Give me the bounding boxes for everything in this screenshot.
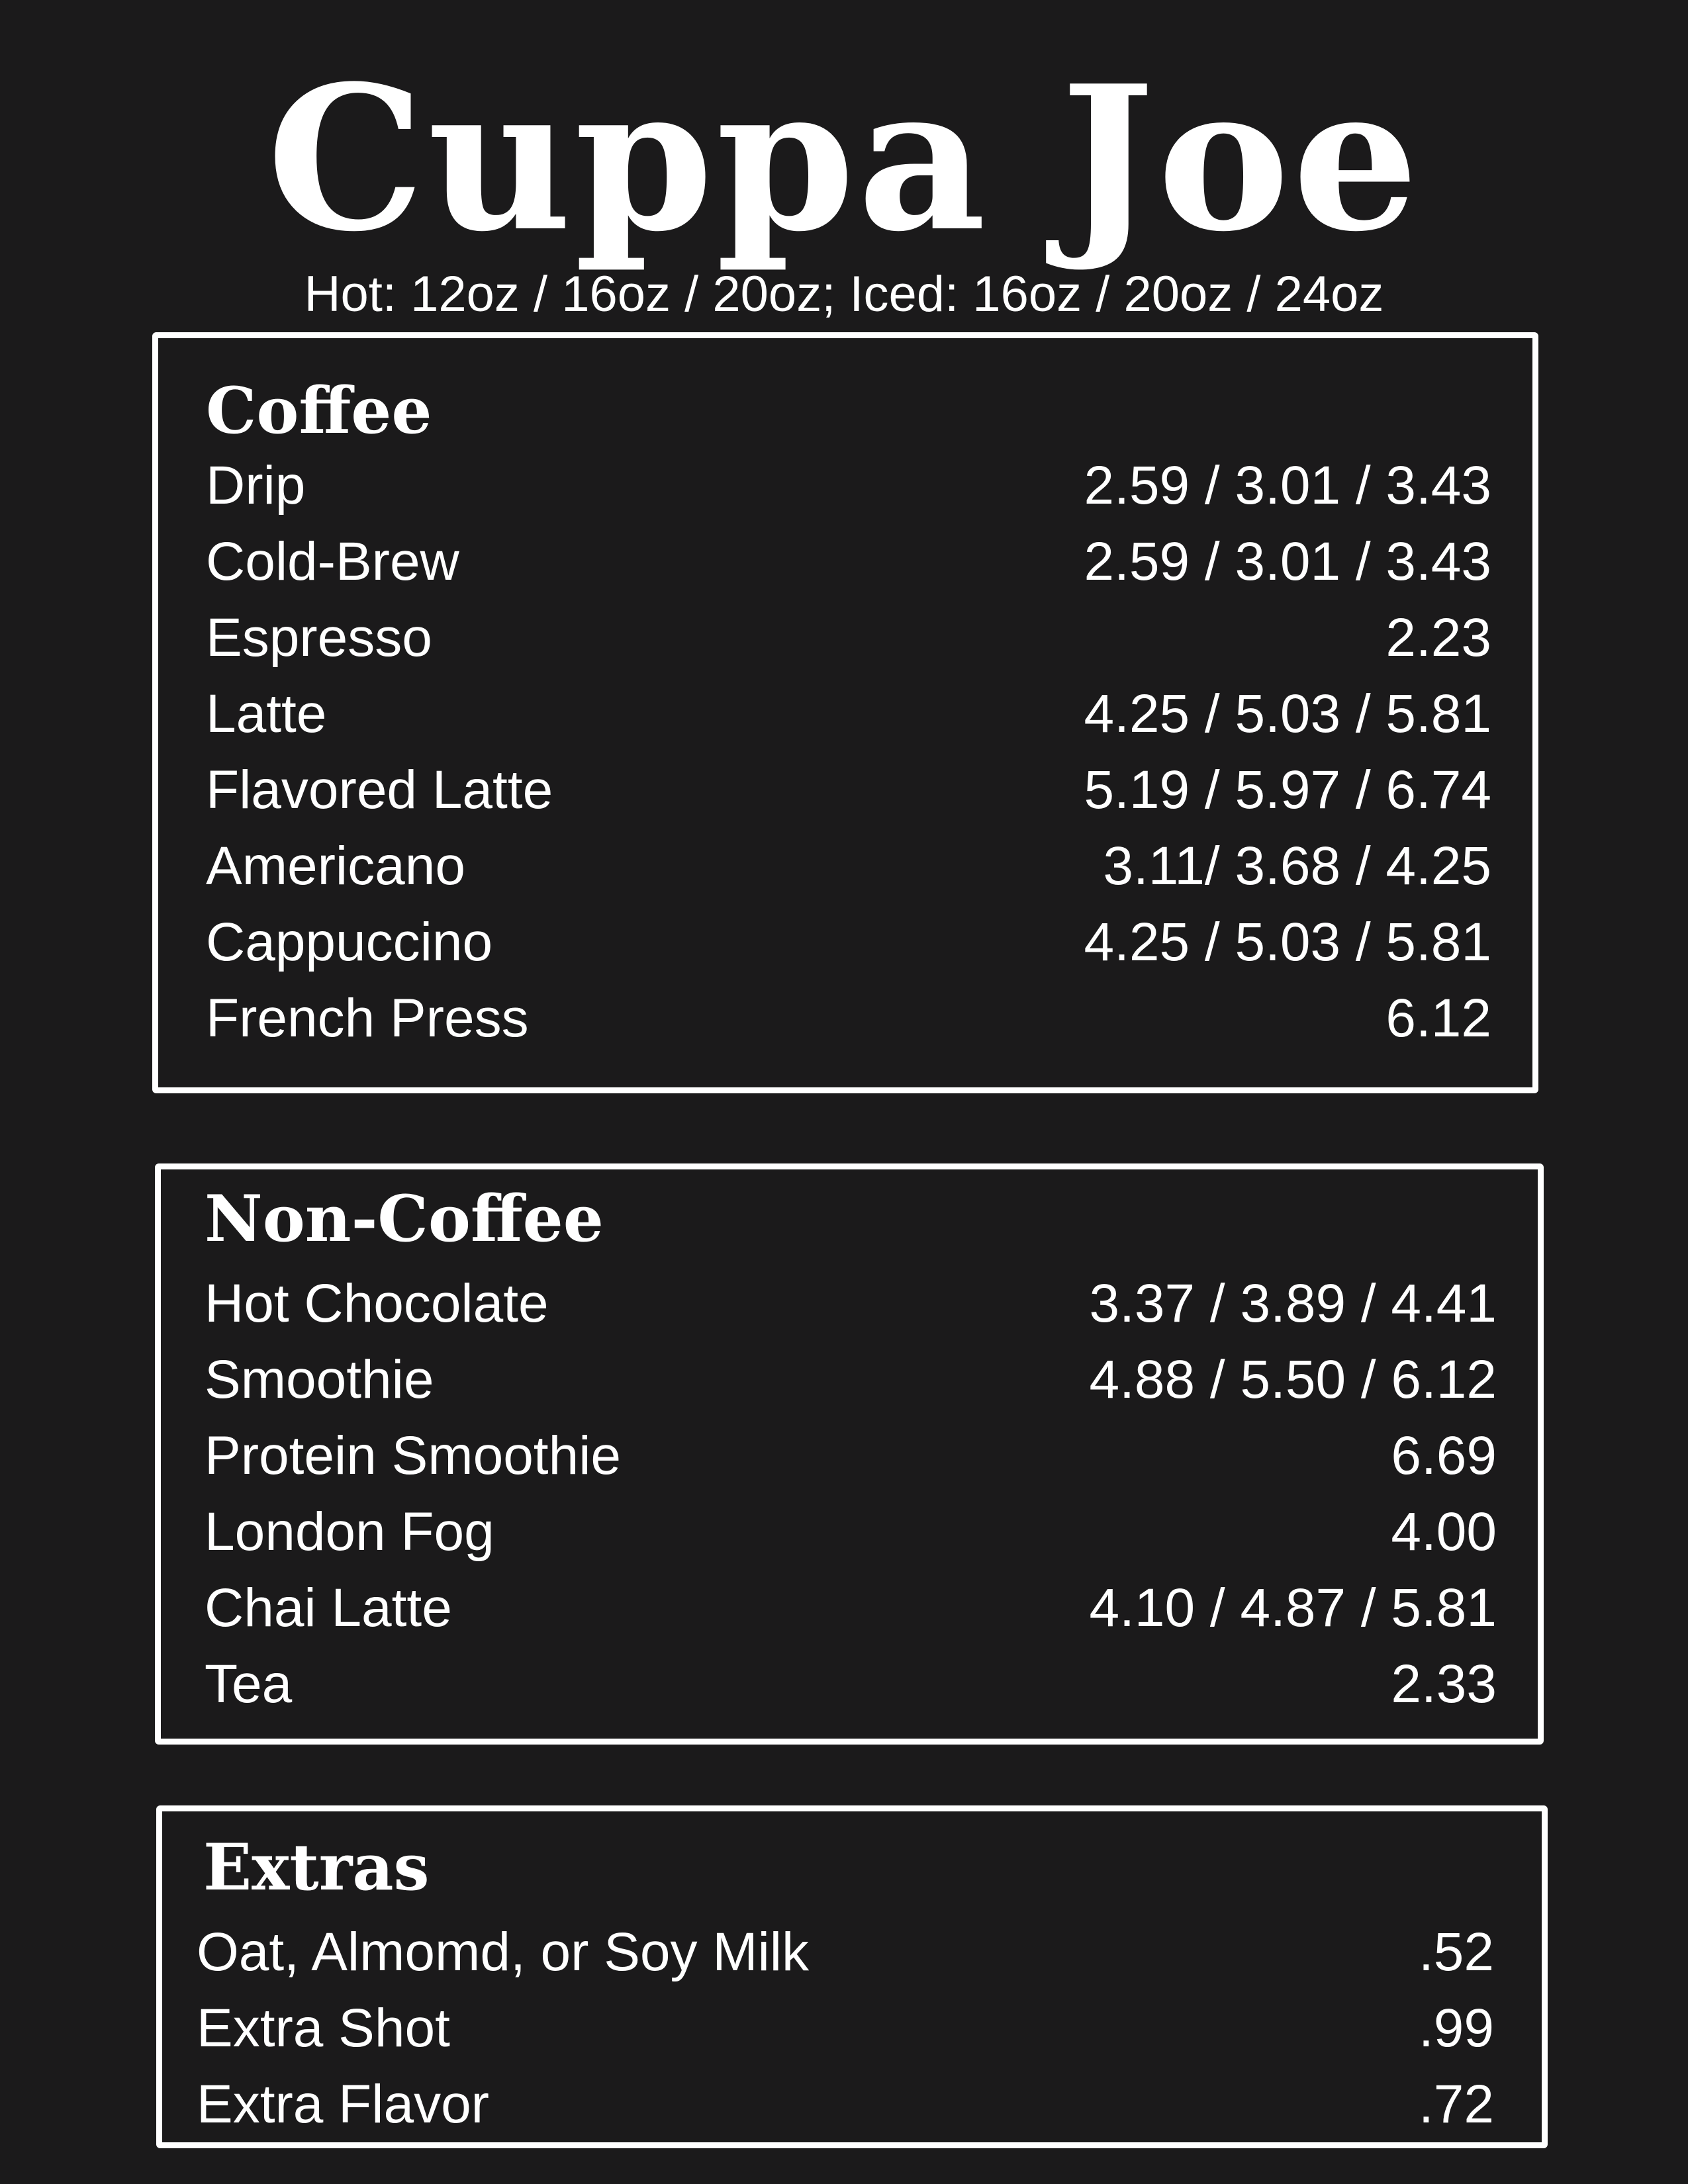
menu-item	[206, 676, 1491, 752]
item-name: Extra Flavor	[197, 2073, 489, 2134]
item-price: 2.59 / 3.01 / 3.43	[1084, 531, 1491, 592]
menu-item	[205, 1342, 1497, 1418]
item-price: 6.69	[1391, 1425, 1497, 1486]
menu-item	[205, 1494, 1497, 1570]
menu-item	[206, 752, 1491, 828]
item-price: 4.25 / 5.03 / 5.81	[1084, 683, 1491, 744]
item-price: 4.88 / 5.50 / 6.12	[1089, 1349, 1497, 1410]
menu-item	[206, 600, 1491, 676]
menu-item	[205, 1646, 1497, 1722]
item-price: 3.11/ 3.68 / 4.25	[1103, 835, 1491, 896]
menu-item	[206, 904, 1491, 980]
item-price: .52	[1419, 1921, 1494, 1982]
item-name: Hot Chocolate	[205, 1273, 549, 1334]
item-name: Americano	[206, 835, 465, 896]
item-price: 6.12	[1385, 987, 1491, 1048]
item-name: Smoothie	[205, 1349, 434, 1410]
item-price: .72	[1419, 2073, 1494, 2134]
menu-item	[206, 828, 1491, 904]
item-name: Extra Shot	[197, 1997, 450, 2058]
size-info: Hot: 12oz / 16oz / 20oz; Iced: 16oz / 20oz / 24oz	[304, 266, 1384, 322]
item-name: Cold-Brew	[206, 531, 459, 592]
item-name: Latte	[206, 683, 327, 744]
extras-section	[156, 1805, 1548, 2148]
item-price: 4.10 / 4.87 / 5.81	[1089, 1577, 1497, 1638]
item-price: 5.19 / 5.97 / 6.74	[1084, 759, 1491, 820]
menu-item	[206, 523, 1491, 600]
menu-item	[197, 1914, 1494, 1990]
menu-item	[197, 2066, 1494, 2142]
menu-title: Cuppa Joe	[266, 42, 1422, 275]
item-name: Flavored Latte	[206, 759, 553, 820]
item-name: Drip	[206, 455, 306, 516]
item-price: 3.37 / 3.89 / 4.41	[1089, 1273, 1497, 1334]
item-name: French Press	[206, 987, 529, 1048]
item-price: 2.23	[1385, 607, 1491, 668]
item-price: 4.25 / 5.03 / 5.81	[1084, 911, 1491, 972]
coffee-section-title: Coffee	[206, 373, 432, 448]
item-name: Oat, Almomd, or Soy Milk	[197, 1921, 810, 1982]
coffee-section	[152, 332, 1538, 1093]
menu-item	[206, 447, 1491, 523]
menu-item	[205, 1418, 1497, 1494]
item-name: Cappuccino	[206, 911, 493, 972]
item-price: 4.00	[1391, 1501, 1497, 1562]
item-name: London Fog	[205, 1501, 494, 1562]
extras-section-title: Extras	[203, 1830, 430, 1905]
menu-item	[205, 1265, 1497, 1342]
menu-item	[206, 980, 1491, 1056]
item-price: 2.33	[1391, 1653, 1497, 1714]
item-name: Tea	[205, 1653, 293, 1714]
item-name: Espresso	[206, 607, 432, 668]
item-name: Protein Smoothie	[205, 1425, 622, 1486]
item-name: Chai Latte	[205, 1577, 452, 1638]
item-price: 2.59 / 3.01 / 3.43	[1084, 455, 1491, 516]
menu-item	[205, 1570, 1497, 1646]
non-coffee-section-title: Non-Coffee	[205, 1181, 604, 1256]
item-price: .99	[1419, 1997, 1494, 2058]
menu-item	[197, 1990, 1494, 2066]
non-coffee-section	[155, 1163, 1544, 1745]
